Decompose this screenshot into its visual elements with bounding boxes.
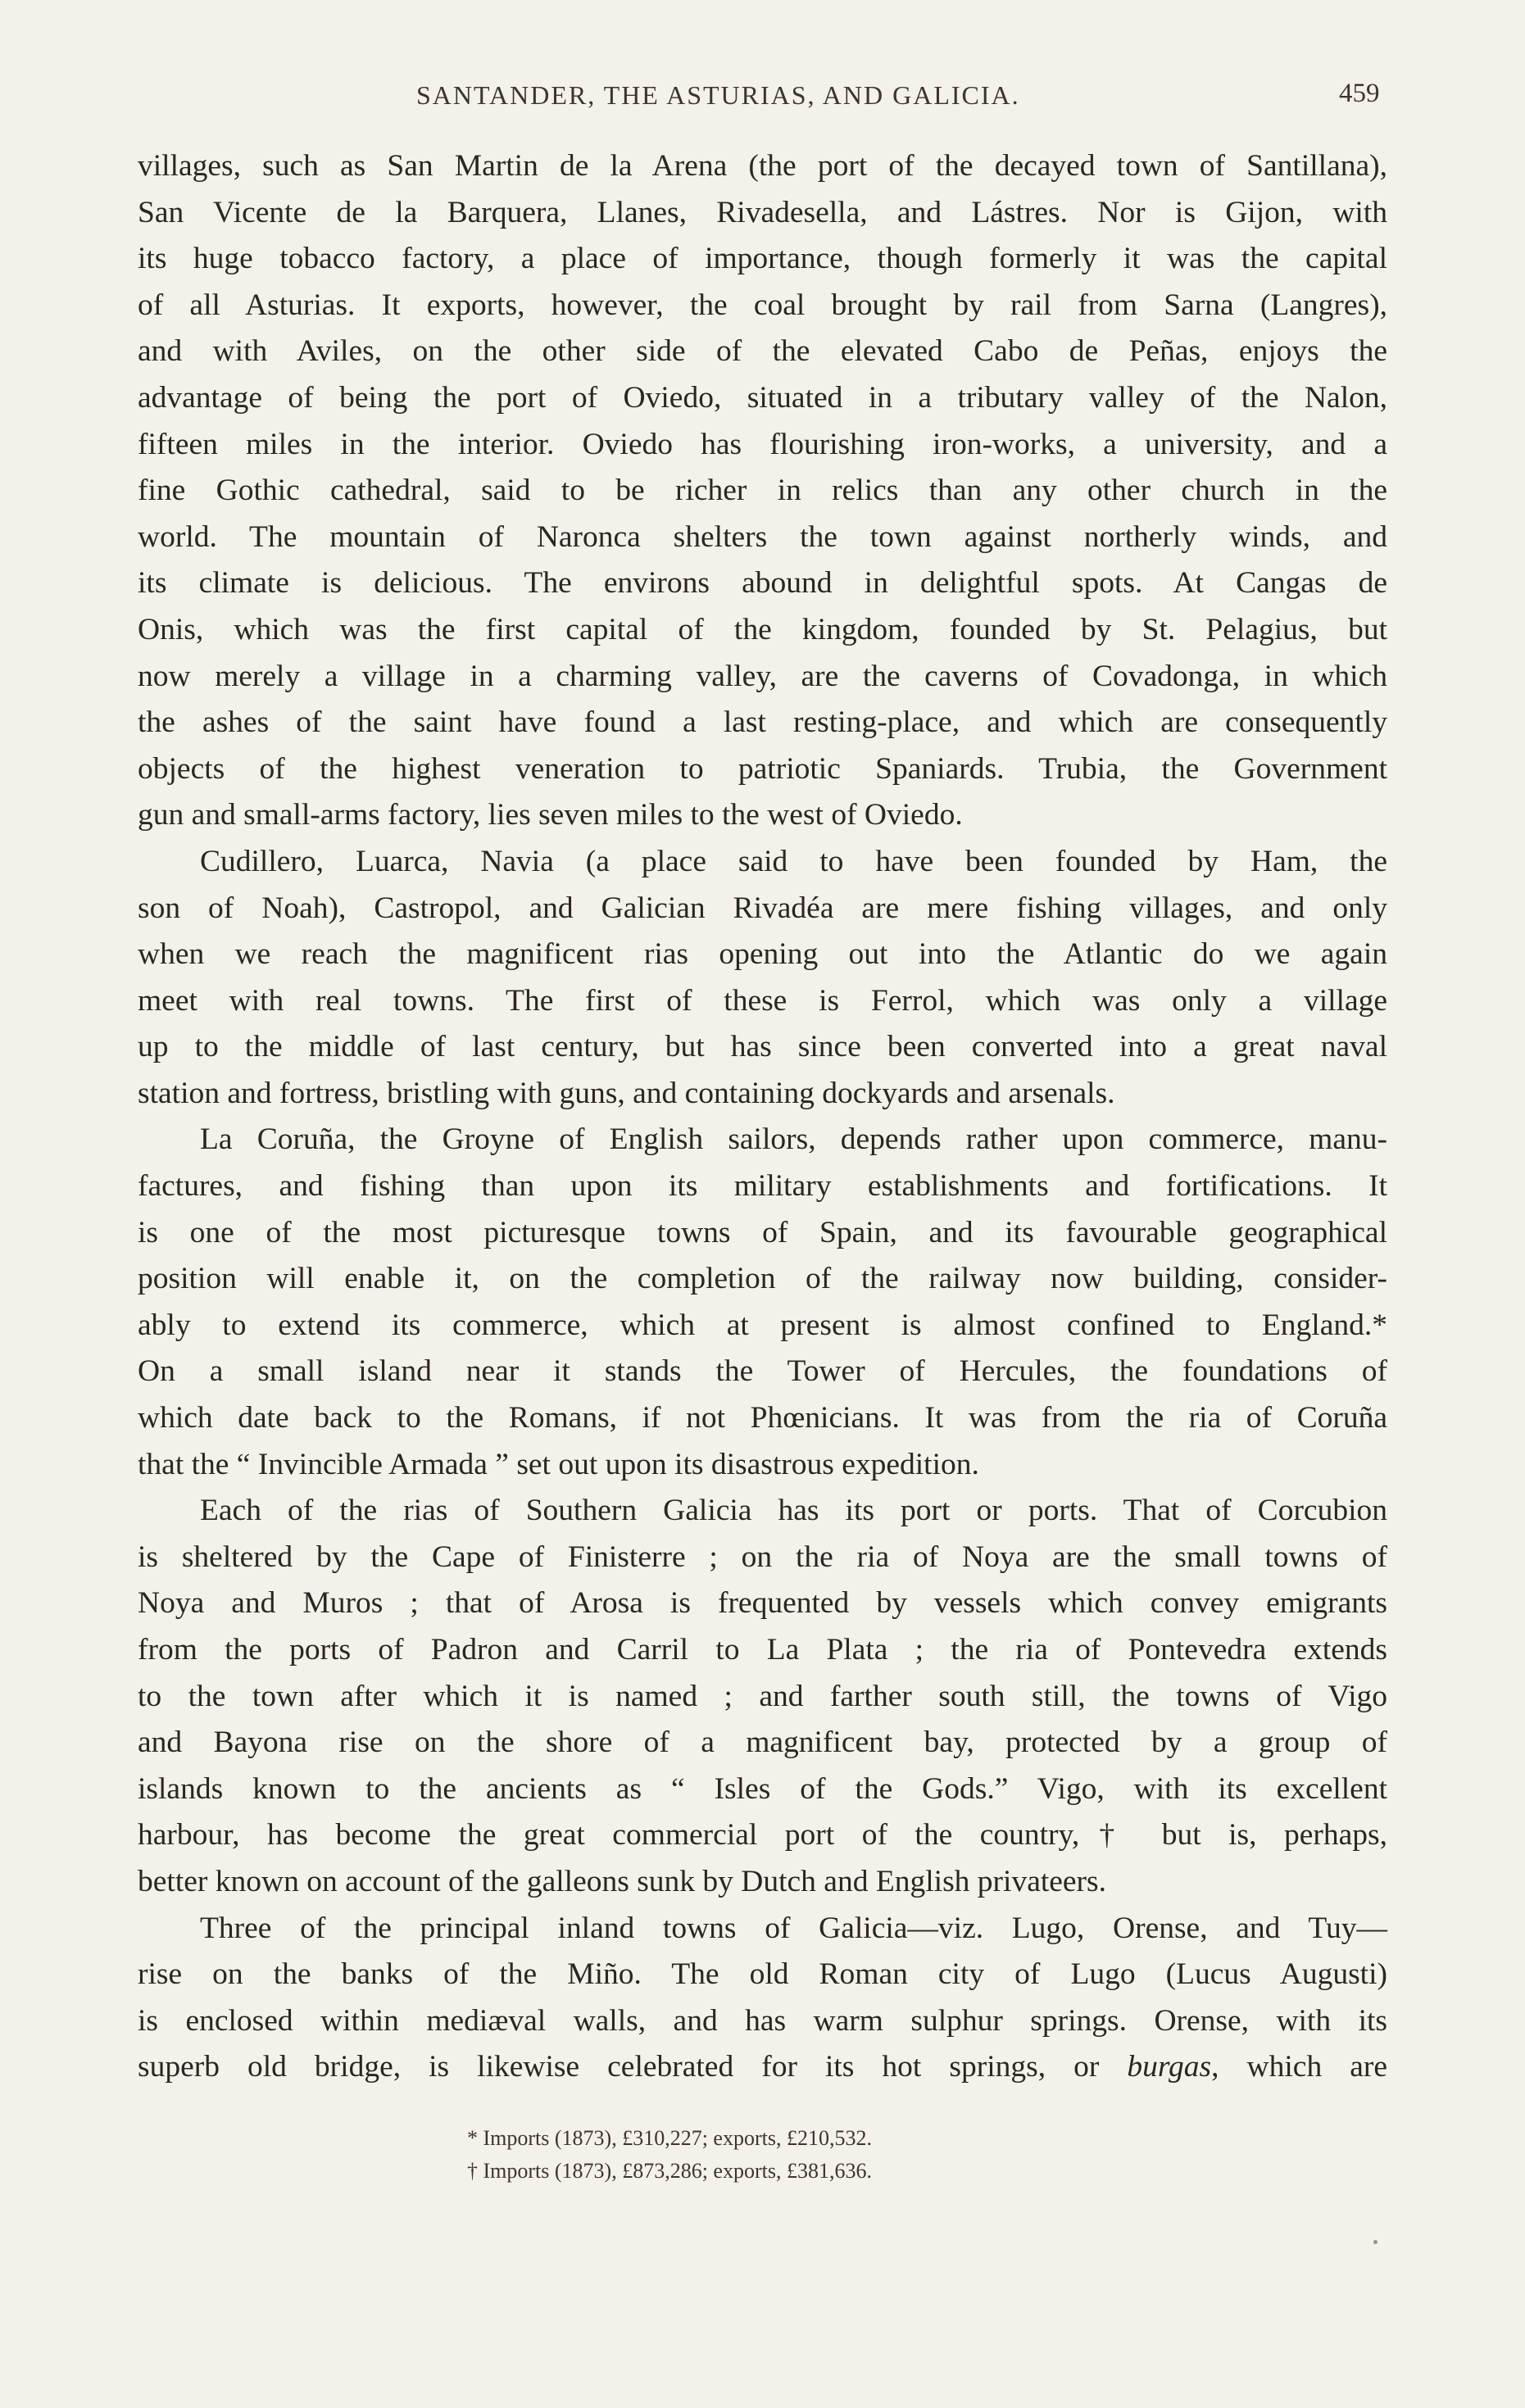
text-line: Noya and Muros ; that of Arosa is frequented by vessels which convey emigrants (138, 1586, 1387, 1621)
text-line: fifteen miles in the interior. Oviedo has flourishing iron-works, a university, and a (138, 427, 1387, 461)
text-line: harbour, has become the great commercial port of the country,† but is, perhaps, (138, 1818, 1387, 1852)
page-number: 459 (1339, 79, 1380, 108)
text-line: Onis, which was the first capital of the kingdom, founded by St. Pelagius, but (138, 612, 1387, 646)
body-text (138, 143, 1387, 2091)
paragraph (138, 839, 1387, 1118)
text-line: now merely a village in a charming valley, are the caverns of Covadonga, in which (138, 659, 1387, 693)
paper-speck (1373, 2240, 1377, 2244)
text-line: world. The mountain of Naronca shelters the town against northerly winds, and (138, 519, 1387, 554)
text-line: its climate is delicious. The environs abound in delightful spots. At Cangas de (138, 566, 1387, 601)
text-line: up to the middle of last century, but has since been converted into a great naval (138, 1030, 1387, 1064)
paragraph (138, 1117, 1387, 1488)
text-line: advantage of being the port of Oviedo, situated in a tributary valley of the Nalon, (138, 380, 1387, 415)
running-title: SANTANDER, THE ASTURIAS, AND GALICIA. (416, 80, 1020, 110)
text-line: ably to extend its commerce, which at present is almost confined to England.* (138, 1308, 1387, 1342)
text-line: which date back to the Romans, if not Phœnicians. It was from the ria of Coruña (138, 1401, 1387, 1435)
text-line: Each of the rias of Southern Galicia has its port or ports. That of Corcubion (200, 1494, 1387, 1528)
text-line: position will enable it, on the completion of the railway now building, consider- (138, 1262, 1387, 1296)
text-line: is one of the most picturesque towns of Spain, and its favourable geographical (138, 1215, 1387, 1249)
footnotes (467, 2122, 872, 2188)
footnote: * Imports (1873), £310,227; exports, £210,532. (467, 2126, 872, 2150)
text-line: better known on account of the galleons sunk by Dutch and English privateers. (138, 1864, 1107, 1898)
text-line: San Vicente de la Barquera, Llanes, Rivadesella, and Lástres. Nor is Gijon, with (138, 195, 1387, 229)
text-line: La Coruña, the Groyne of English sailors, depends rather upon commerce, manu- (200, 1122, 1387, 1157)
text-line: station and fortress, bristling with guns, and containing dockyards and arsenals. (138, 1076, 1115, 1110)
text-line: of all Asturias. It exports, however, the coal brought by rail from Sarna (Langres), (138, 288, 1387, 322)
paragraph (138, 1906, 1387, 2091)
text-line: On a small island near it stands the Tower of Hercules, the foundations of (138, 1354, 1387, 1389)
paragraph (138, 1488, 1387, 1905)
text-line: objects of the highest veneration to patriotic Spaniards. Trubia, the Government (138, 751, 1387, 786)
text-line: Three of the principal inland towns of Galicia—viz. Lugo, Orense, and Tuy— (200, 1911, 1387, 1945)
text-line: and with Aviles, on the other side of the elevated Cabo de Peñas, enjoys the (138, 334, 1387, 369)
text-line: is enclosed within mediæval walls, and has warm sulphur springs. Orense, with its (138, 2003, 1387, 2038)
text-line: when we reach the magnificent rias opening out into the Atlantic do we again (138, 937, 1387, 972)
text-line: meet with real towns. The first of these is Ferrol, which was only a village (138, 983, 1387, 1018)
footnote: † Imports (1873), £873,286; exports, £381,636. (467, 2159, 872, 2183)
text-line: that the “ Invincible Armada ” set out upon its disastrous expedition. (138, 1447, 979, 1481)
text-line: son of Noah), Castropol, and Galician Rivadéa are mere fishing villages, and only (138, 891, 1387, 925)
text-line: is sheltered by the Cape of Finisterre ; on the ria of Noya are the small towns of (138, 1540, 1387, 1574)
text-line: the ashes of the saint have found a last resting-place, and which are consequently (138, 705, 1387, 740)
italic-term: burgas (1127, 2050, 1212, 2084)
text-line: and Bayona rise on the shore of a magnificent bay, protected by a group of (138, 1726, 1387, 1760)
text-line: gun and small-arms factory, lies seven miles to the west of Oviedo. (138, 798, 963, 832)
text-line: to the town after which it is named ; and farther south still, the towns of Vigo (138, 1679, 1387, 1713)
paragraph (138, 143, 1387, 839)
text-line: fine Gothic cathedral, said to be richer in relics than any other church in the (138, 474, 1387, 508)
text-line: villages, such as San Martin de la Arena (the port of the decayed town of Santillana), (138, 149, 1387, 183)
text-line: islands known to the ancients as “ Isles of the Gods.” Vigo, with its excellent (138, 1771, 1387, 1806)
text-line: factures, and fishing than upon its military establishments and fortifications. It (138, 1169, 1387, 1204)
text-line: from the ports of Padron and Carril to La Plata ; the ria of Pontevedra extends (138, 1633, 1387, 1667)
text-line: superb old bridge, is likewise celebrated for its hot springs, or burgas, which are (138, 2050, 1387, 2084)
text-line: Cudillero, Luarca, Navia (a place said to have been founded by Ham, the (200, 844, 1387, 878)
text-line: its huge tobacco factory, a place of importance, though formerly it was the capital (138, 242, 1387, 276)
text-line: rise on the banks of the Miño. The old Roman city of Lugo (Lucus Augusti) (138, 1957, 1387, 1992)
